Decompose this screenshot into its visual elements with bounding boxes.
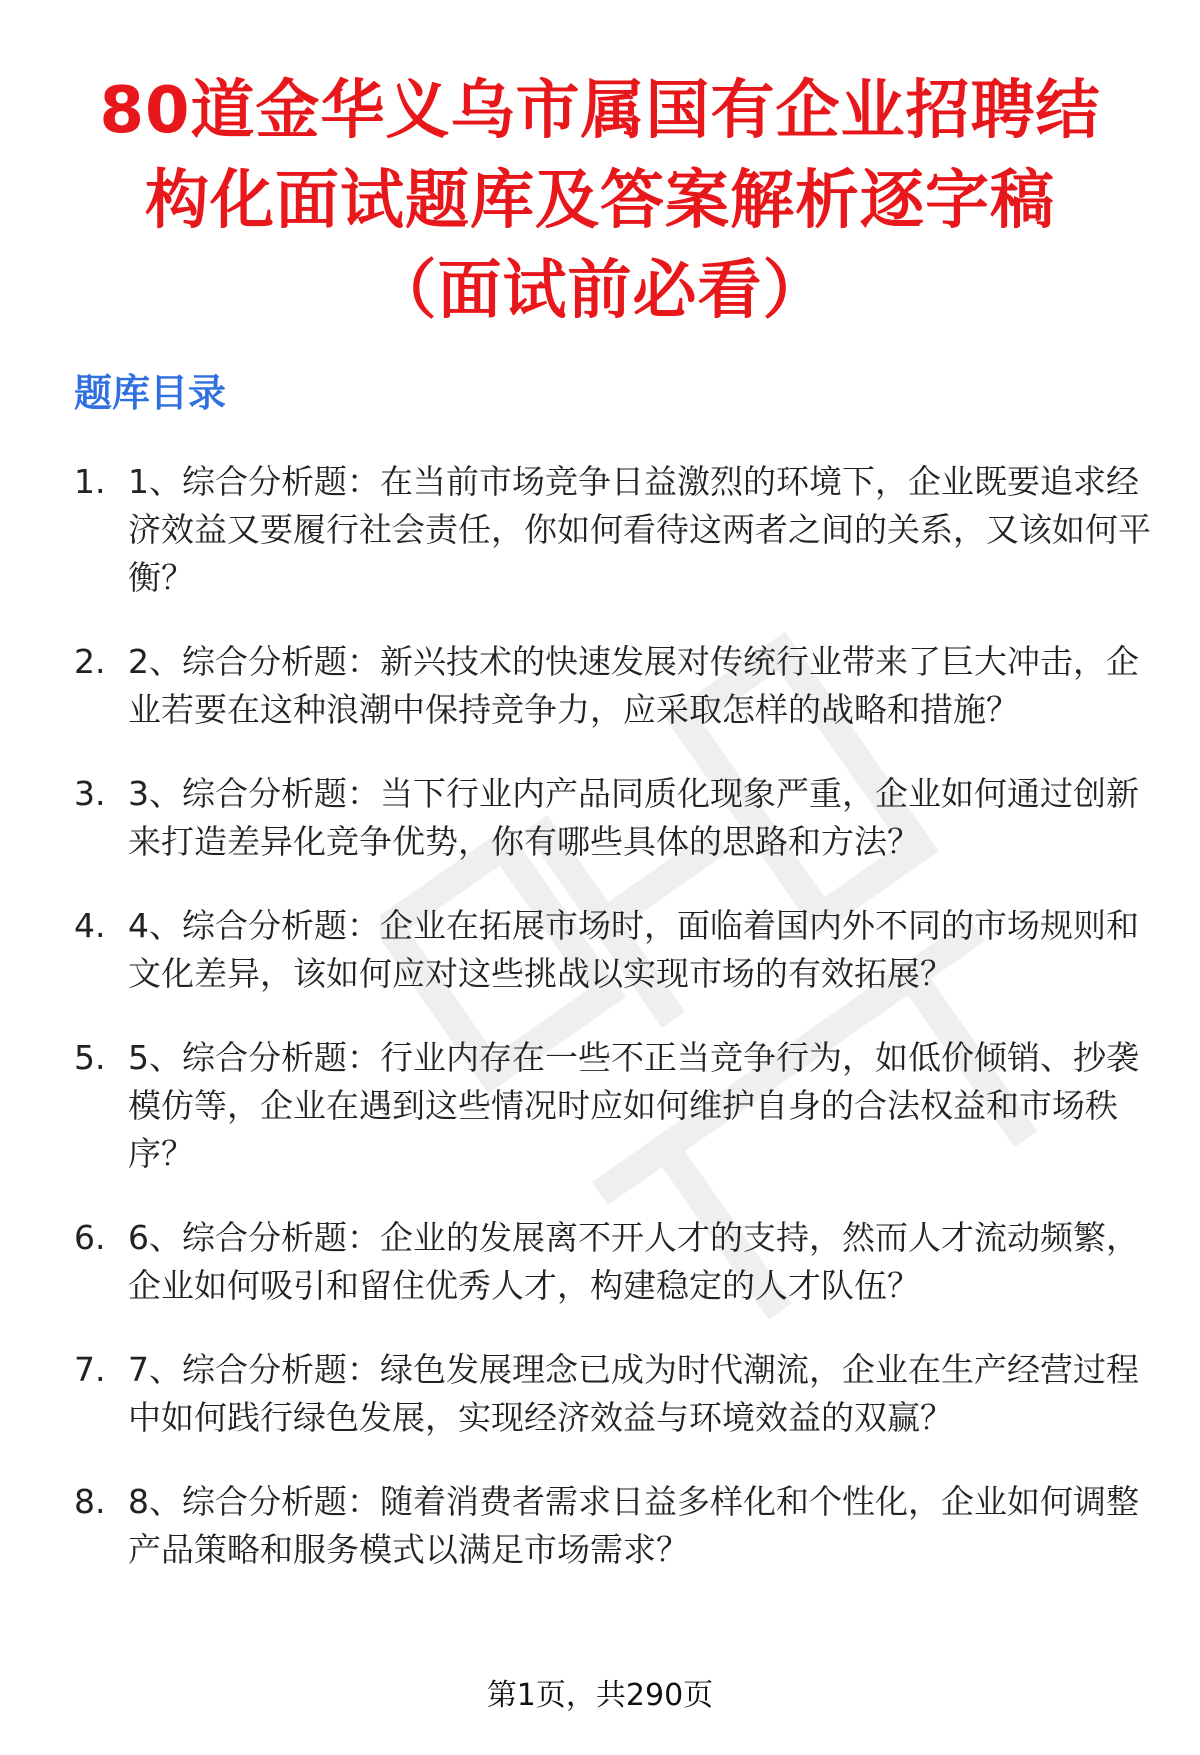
toc-item-number: 3. — [74, 774, 106, 813]
toc-item-number: 4. — [74, 906, 106, 945]
title-line-2: 构化面试题库及答案解析逐字稿 — [145, 164, 1055, 238]
toc-item-text: 1、综合分析题：在当前市场竞争日益激烈的环境下，企业既要追求经济效益又要履行社会责任，你如何看待这两者之间的关系，又该如何平衡？ — [128, 462, 1151, 597]
toc-item — [0, 1214, 1200, 1310]
toc-item-text: 2、综合分析题：新兴技术的快速发展对传统行业带来了巨大冲击，企业若要在这种浪潮中保持竞争力，应采取怎样的战略和措施？ — [128, 642, 1139, 729]
toc-item — [0, 1034, 1200, 1178]
table-of-contents — [0, 458, 1200, 1610]
toc-item-number: 2. — [74, 642, 106, 681]
toc-item — [0, 1346, 1200, 1442]
toc-item — [0, 1478, 1200, 1574]
title-line-1: 80道金华义乌市属国有企业招聘结 — [99, 74, 1101, 148]
toc-item-text: 8、综合分析题：随着消费者需求日益多样化和个性化，企业如何调整产品策略和服务模式以满足市场需求？ — [128, 1482, 1139, 1569]
section-heading: 题库目录 — [74, 371, 227, 415]
toc-item-number: 1. — [74, 462, 106, 501]
toc-item-text: 5、综合分析题：行业内存在一些不正当竞争行为，如低价倾销、抄袭模仿等，企业在遇到这些情况时应如何维护自身的合法权益和市场秩序？ — [128, 1038, 1139, 1173]
document-title — [60, 66, 1140, 336]
toc-item-number: 7. — [74, 1350, 106, 1389]
toc-item — [0, 902, 1200, 998]
toc-item-text: 6、综合分析题：企业的发展离不开人才的支持，然而人才流动频繁，企业如何吸引和留住优秀人才，构建稳定的人才队伍？ — [128, 1218, 1139, 1305]
toc-item-text: 7、综合分析题：绿色发展理念已成为时代潮流，企业在生产经营过程中如何践行绿色发展，实现经济效益与环境效益的双赢？ — [128, 1350, 1139, 1437]
toc-item — [0, 638, 1200, 734]
toc-item-number: 6. — [74, 1218, 106, 1257]
toc-item-text: 3、综合分析题：当下行业内产品同质化现象严重，企业如何通过创新来打造差异化竞争优势，你有哪些具体的思路和方法？ — [128, 774, 1139, 861]
toc-item-number: 5. — [74, 1038, 106, 1077]
toc-item-text: 4、综合分析题：企业在拓展市场时，面临着国内外不同的市场规则和文化差异，该如何应对这些挑战以实现市场的有效拓展？ — [128, 906, 1139, 993]
toc-item-number: 8. — [74, 1482, 106, 1521]
toc-item — [0, 458, 1200, 602]
toc-item — [0, 770, 1200, 866]
page-footer: 第1页，共290页 — [486, 1678, 714, 1713]
title-line-3: （面试前必看） — [372, 254, 828, 328]
